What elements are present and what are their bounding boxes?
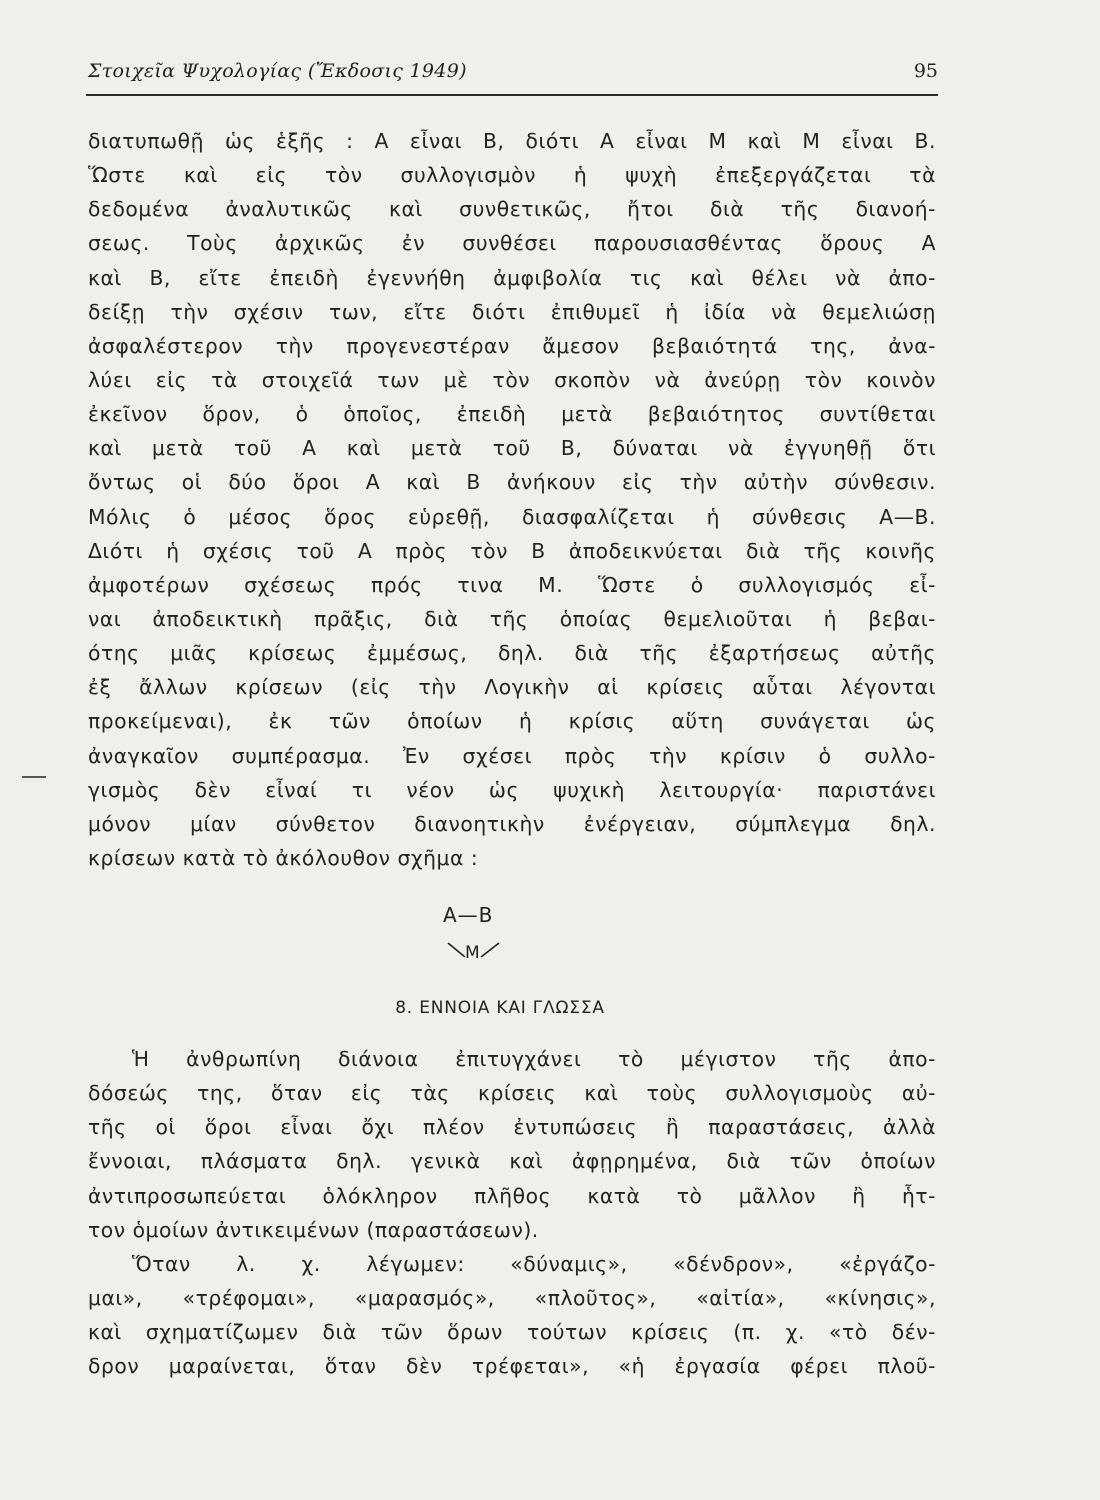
section-heading: 8. ΕΝΝΟΙΑ ΚΑΙ ΓΛΩΣΣΑ xyxy=(395,998,605,1018)
text-line: σεως. Τοὺς ἀρχικῶς ἐν συνθέσει παρουσιασθέντας ὅρους Α xyxy=(88,231,936,256)
text-line: κρίσεων κατὰ τὸ ἀκόλουθον σχῆμα : xyxy=(88,845,479,870)
text-line: προκείμεναι), ἐκ τῶν ὁποίων ἡ κρίσις αὕτη συνάγεται ὡς xyxy=(88,709,936,734)
text-line: Ὥστε καὶ εἰς τὸν συλλογισμὸν ἡ ψυχὴ ἐπεξεργάζεται τὰ xyxy=(88,163,936,188)
text-line: γισμὸς δὲν εἶναί τι νέον ὡς ψυχικὴ λειτουργία· παριστάνει xyxy=(88,777,936,802)
text-line: δεδομένα ἀναλυτικῶς καὶ συνθετικῶς, ἤτοι διὰ τῆς διανοή- xyxy=(88,197,936,222)
page-number: 95 xyxy=(913,60,938,82)
text-line: ἀντιπροσωπεύεται ὁλόκληρον πλῆθος κατὰ τὸ μᾶλλον ἢ ἧτ- xyxy=(88,1183,936,1208)
text-line: ὄντως οἱ δύο ὅροι Α καὶ Β ἀνήκουν εἰς τὴν αὐτὴν σύνθεσιν. xyxy=(88,470,936,495)
text-line: δείξῃ τὴν σχέσιν των, εἴτε διότι ἐπιθυμεῖ ἡ ἰδία νὰ θεμελιώσῃ xyxy=(88,299,936,324)
text-line: μόνον μίαν σύνθετον διανοητικὴν ἐνέργειαν, σύμπλεγμα δηλ. xyxy=(88,811,936,836)
text-line: ἀναγκαῖον συμπέρασμα. Ἐν σχέσει πρὸς τὴν κρίσιν ὁ συλλο- xyxy=(88,743,936,768)
text-line: καὶ Β, εἴτε ἐπειδὴ ἐγεννήθη ἀμφιβολία τις καὶ θέλει νὰ ἀπο- xyxy=(88,265,936,290)
text-line: δρον μαραίνεται, ὅταν δὲν τρέφεται», «ἡ ἐργασία φέρει πλοῦ- xyxy=(88,1354,936,1379)
schema-middle-term: Μ xyxy=(465,943,480,963)
text-line: ἔννοιαι, πλάσματα δηλ. γενικὰ καὶ ἀφῃρημένα, διὰ τῶν ὁποίων xyxy=(88,1149,936,1174)
text-line: λύει εἰς τὰ στοιχεῖά των μὲ τὸν σκοπὸν νὰ ἀνεύρῃ τὸν κοινὸν xyxy=(88,367,936,392)
paragraph-concept-language xyxy=(88,1042,936,1383)
schema-premises: Α—Β xyxy=(443,903,494,927)
text-line: ἀσφαλέστερον τὴν προγενεστέραν ἄμεσον βεβαιότητά της, ἀνα- xyxy=(88,333,936,358)
text-line: τῆς οἱ ὅροι εἶναι ὄχι πλέον ἐντυπώσεις ἢ παραστάσεις, ἀλλὰ xyxy=(88,1115,936,1140)
text-line: ἀμφοτέρων σχέσεως πρός τινα Μ. Ὥστε ὁ συλλογισμός εἶ- xyxy=(88,572,936,597)
text-line: Μόλις ὁ μέσος ὅρος εὑρεθῇ, διασφαλίζεται ἡ σύνθεσις Α—Β. xyxy=(88,504,936,529)
text-line: διατυπωθῇ ὡς ἑξῆς : Α εἶναι Β, διότι Α εἶναι Μ καὶ Μ εἶναι Β. xyxy=(88,129,936,153)
text-line: ότης μιᾶς κρίσεως ἐμμέσως, δηλ. διὰ τῆς ἐξαρτήσεως αὐτῆς xyxy=(88,641,936,666)
text-line: ἐξ ἄλλων κρίσεων (εἰς τὴν Λογικὴν αἱ κρίσεις αὗται λέγονται xyxy=(88,675,936,700)
schema-connector-lines xyxy=(443,903,523,973)
running-header xyxy=(88,58,938,90)
running-title: Στοιχεῖα Ψυχολογίας (Ἔκδοσις 1949) xyxy=(88,60,467,82)
text-line: ναι ἀποδεικτικὴ πρᾶξις, διὰ τῆς ὁποίας θεμελιοῦται ἡ βεβαι- xyxy=(88,606,936,631)
text-line: Διότι ἡ σχέσις τοῦ Α πρὸς τὸν Β ἀποδεικνύεται διὰ τῆς κοινῆς xyxy=(88,538,936,563)
text-line: δόσεώς της, ὅταν εἰς τὰς κρίσεις καὶ τοὺς συλλογισμοὺς αὐ- xyxy=(88,1081,936,1106)
syllogism-schema xyxy=(443,903,523,973)
text-line: ἐκεῖνον ὅρον, ὁ ὁποῖος, ἐπειδὴ μετὰ βεβαιότητος συντίθεται xyxy=(88,402,936,427)
text-line: μαι», «τρέφομαι», «μαρασμός», «πλοῦτος», «αἰτία», «κίνησις», xyxy=(88,1285,936,1310)
header-rule xyxy=(86,94,938,96)
text-line: καὶ σχηματίζωμεν διὰ τῶν ὅρων τούτων κρίσεις (π. χ. «τὸ δέν- xyxy=(88,1320,936,1345)
paragraph-syllogism xyxy=(88,124,936,875)
text-line: καὶ μετὰ τοῦ Α καὶ μετὰ τοῦ Β, δύναται νὰ ἐγγυηθῇ ὅτι xyxy=(88,436,936,461)
text-line: Ἡ ἀνθρωπίνη διάνοια ἐπιτυγχάνει τὸ μέγιστον τῆς ἀπο- xyxy=(132,1047,936,1071)
margin-mark xyxy=(22,776,46,778)
text-line: Ὅταν λ. χ. λέγωμεν: «δύναμις», «δένδρον», «ἐργάζο- xyxy=(132,1251,936,1276)
text-line: τον ὁμοίων ἀντικειμένων (παραστάσεων). xyxy=(88,1217,539,1242)
